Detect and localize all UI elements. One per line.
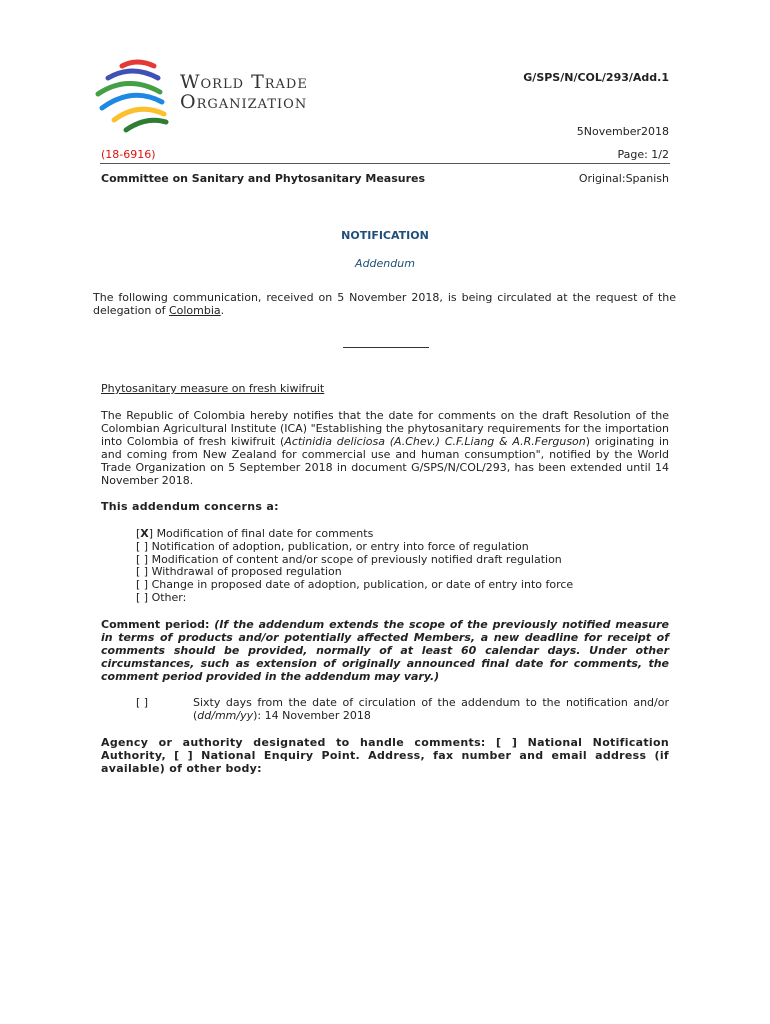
- organization-name: [180, 72, 308, 112]
- checklist-item-other[interactable]: [ ] Other:: [136, 590, 187, 604]
- addendum-checklist: [136, 528, 573, 605]
- checklist-label: ] Modification of final date for comments: [148, 527, 374, 540]
- document-reference: (18-6916): [101, 148, 156, 161]
- checkbox-mark: X: [140, 527, 149, 540]
- agency-paragraph: Agency or authority designated to handle comments: [ ] National Notification Authority, [ ] National Enquiry Point. Address, fax number and email address (if available) of other body:: [101, 736, 669, 775]
- country-link[interactable]: Colombia: [168, 304, 221, 317]
- wto-logo-icon: [92, 56, 182, 136]
- intro-text: The following communication, received on 5 November 2018, is being circulated at the request of the delegation of: [93, 291, 676, 317]
- checklist-item-content-modification[interactable]: [ ] Modification of content and/or scope of previously notified draft regulation: [136, 552, 562, 566]
- sixty-days-checkbox[interactable]: [ ]: [136, 696, 149, 709]
- body-text-2: ) originating in and coming from New Zealand for commercial use and human consumption", notified by the World Trade Organization on 5 September 2018 in document G/SPS/N/COL/293, has been extended until 14 November 2018.: [101, 435, 669, 487]
- body-paragraph: [101, 409, 669, 487]
- intro-end: .: [220, 304, 225, 317]
- checklist-item-modification-date[interactable]: [136, 528, 573, 541]
- checklist-item-withdrawal[interactable]: [ ] Withdrawal of proposed regulation: [136, 565, 342, 579]
- document-date: 5November2018: [576, 125, 669, 138]
- date-format: dd/mm/yy: [197, 709, 254, 722]
- checklist-item-date-change[interactable]: [ ] Change in proposed date of adoption, publication, or date of entry into force: [136, 578, 574, 592]
- comment-period-paragraph: [101, 618, 669, 683]
- committee-name: Committee on Sanitary and Phytosanitary Measures: [101, 172, 426, 185]
- org-name-line2: Organization: [180, 91, 308, 113]
- header-divider: [100, 163, 670, 164]
- comment-period-text: (If the addendum extends the scope of the previously notified measure in terms of products and/or potentially affected Members, a new deadline for receipt of comments should be provided, normally of at least 60 calendar days. Under other circumstances, such as extension of originally announced final date for comments, the comment period provided in the addendum may vary.): [101, 618, 670, 683]
- species-name: Actinidia deliciosa (A.Chev.) C.F.Liang & A.R.Ferguson: [284, 435, 586, 448]
- comment-period-label: Comment period:: [101, 618, 215, 631]
- checklist-item-adoption[interactable]: [ ] Notification of adoption, publication, or entry into force of regulation: [136, 539, 529, 553]
- measure-title: Phytosanitary measure on fresh kiwifruit: [101, 382, 325, 395]
- sixty-days-text: [193, 696, 669, 722]
- org-name-line1: World Trade: [180, 71, 308, 93]
- notification-title: NOTIFICATION: [341, 229, 429, 242]
- original-language: Original:Spanish: [578, 172, 669, 185]
- body-text-1: The Republic of Colombia hereby notifies that the date for comments on the draft Resolution of the Colombian Agricultural Institute (ICA) "Establishing the phytosanitary requirements for the importation into Colombia of fresh kiwifruit (: [101, 409, 669, 448]
- addendum-subtitle: Addendum: [355, 257, 415, 270]
- page-number: Page: 1/2: [617, 148, 669, 161]
- sixty-days-text-2: ): 14 November 2018: [253, 709, 371, 722]
- document-symbol: G/SPS/N/COL/293/Add.1: [523, 71, 669, 84]
- checkbox-open: [: [136, 527, 141, 540]
- concerns-heading: This addendum concerns a:: [101, 500, 279, 513]
- section-divider: [343, 347, 429, 348]
- intro-paragraph: [93, 291, 676, 317]
- sixty-days-text-1: Sixty days from the date of circulation of the addendum to the notification and/or (: [193, 696, 669, 722]
